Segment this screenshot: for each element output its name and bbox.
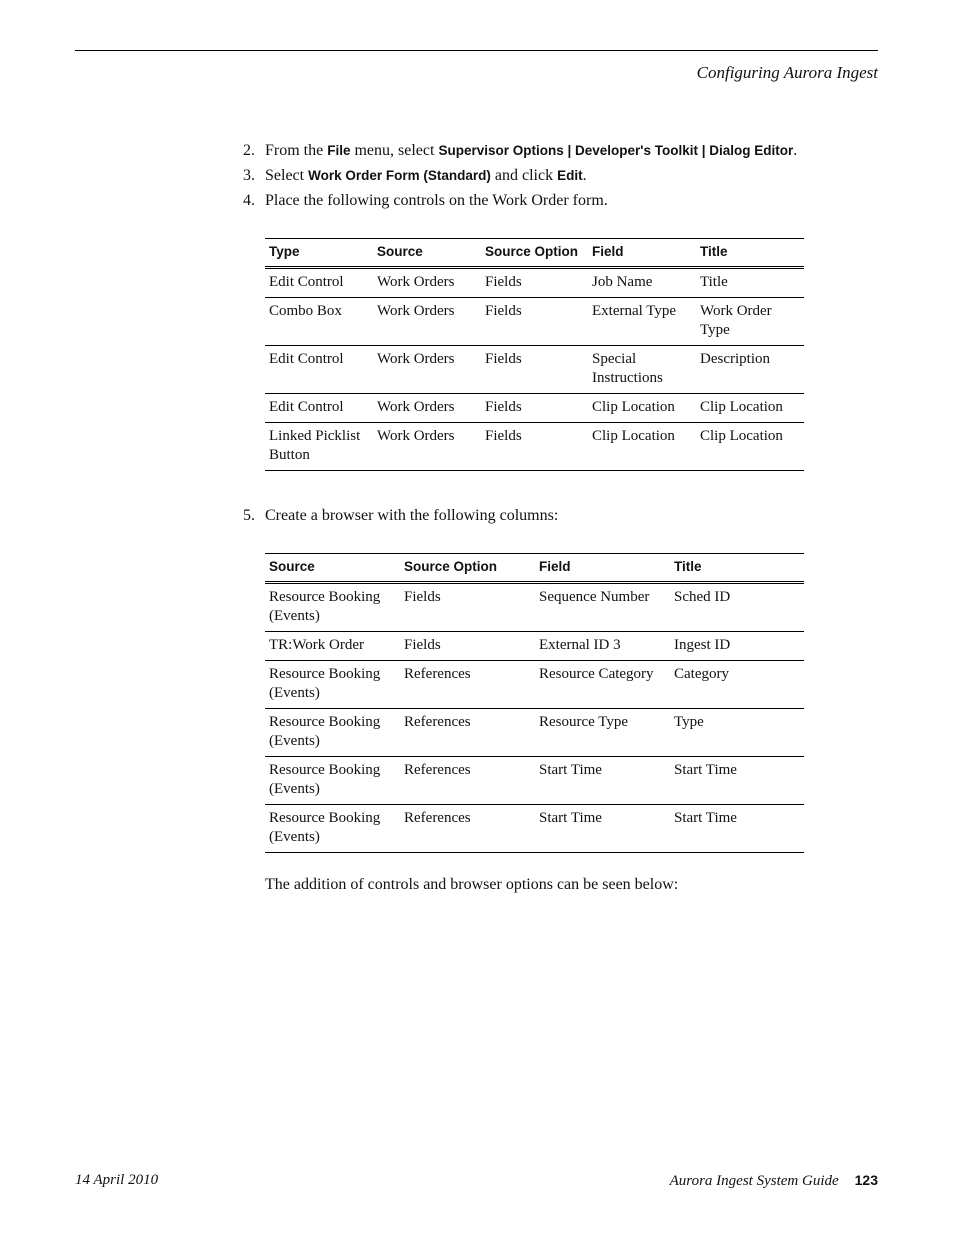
instruction-step-5 xyxy=(243,507,558,532)
table-cell: Job Name xyxy=(588,268,696,298)
step-text: Select xyxy=(265,167,309,184)
table-cell: Category xyxy=(670,661,804,709)
table-cell: Resource Booking (Events) xyxy=(265,805,400,853)
table-row xyxy=(265,632,804,661)
table-cell: References xyxy=(400,805,535,853)
table-cell: Start Time xyxy=(670,757,804,805)
step-text: Create a browser with the following columns: xyxy=(265,507,559,524)
table-cell: Description xyxy=(696,346,804,394)
ui-command-text: Supervisor Options | Developer's Toolkit | Dialog Editor xyxy=(438,143,794,158)
table-cell: References xyxy=(400,709,535,757)
table-cell: Work Orders xyxy=(373,346,481,394)
table-cell: Clip Location xyxy=(696,423,804,471)
table-cell: Resource Booking (Events) xyxy=(265,709,400,757)
table-row xyxy=(265,394,804,423)
step-number: 3. xyxy=(243,167,255,184)
table-cell: External Type xyxy=(588,298,696,346)
table-cell: Special Instructions xyxy=(588,346,696,394)
table-cell: Work Order Type xyxy=(696,298,804,346)
ui-command-text: File xyxy=(327,143,351,158)
table-cell: Resource Category xyxy=(535,661,670,709)
table-cell: Fields xyxy=(481,394,588,423)
table-cell: Clip Location xyxy=(588,423,696,471)
ui-command-text: Work Order Form (Standard) xyxy=(308,168,491,183)
table-cell: Linked Picklist Button xyxy=(265,423,373,471)
table-cell: Resource Booking (Events) xyxy=(265,757,400,805)
table-cell: Work Orders xyxy=(373,394,481,423)
table-cell: Edit Control xyxy=(265,394,373,423)
controls-table xyxy=(265,238,804,471)
step-text: . xyxy=(793,142,798,159)
table-cell: References xyxy=(400,757,535,805)
running-title: Configuring Aurora Ingest xyxy=(696,63,878,82)
column-header: Source xyxy=(377,244,423,259)
table-cell: Clip Location xyxy=(588,394,696,423)
table-cell: Work Orders xyxy=(373,298,481,346)
column-header: Source Option xyxy=(404,559,498,574)
table-cell: Resource Booking (Events) xyxy=(265,661,400,709)
table-row xyxy=(265,661,804,709)
table-cell: Fields xyxy=(400,583,535,632)
column-header: Field xyxy=(539,559,571,574)
table-cell: Clip Location xyxy=(696,394,804,423)
step-number: 2. xyxy=(243,142,255,159)
table-cell: Fields xyxy=(481,423,588,471)
closing-paragraph: The addition of controls and browser options can be seen below: xyxy=(265,876,679,893)
step-text: From the xyxy=(265,142,328,159)
footer-guide-title: Aurora Ingest System Guide xyxy=(669,1173,839,1189)
table-cell: Sched ID xyxy=(670,583,804,632)
step-number: 4. xyxy=(243,192,255,209)
table-cell: TR:Work Order xyxy=(265,632,400,661)
table-row xyxy=(265,268,804,298)
table-cell: Work Orders xyxy=(373,268,481,298)
table-cell: Fields xyxy=(481,346,588,394)
step-number: 5. xyxy=(243,507,255,524)
footer-date: 14 April 2010 xyxy=(75,1172,159,1188)
header-rule xyxy=(75,50,878,51)
browser-table-header xyxy=(265,554,804,583)
controls-table-header xyxy=(265,239,804,268)
column-header: Title xyxy=(700,244,728,259)
footer-right xyxy=(670,1172,878,1190)
step-text: Place the following controls on the Work Order form. xyxy=(265,192,608,209)
table-row xyxy=(265,583,804,632)
column-header: Source Option xyxy=(485,244,579,259)
table-cell: Fields xyxy=(400,632,535,661)
table-cell: Fields xyxy=(481,298,588,346)
instruction-steps xyxy=(243,142,797,217)
table-cell: Start Time xyxy=(535,757,670,805)
table-cell: Fields xyxy=(481,268,588,298)
column-header: Type xyxy=(269,244,300,259)
column-header: Title xyxy=(674,559,702,574)
step-text: menu, select xyxy=(350,142,439,159)
table-cell: Title xyxy=(696,268,804,298)
step-item xyxy=(243,167,797,192)
table-cell: Resource Booking (Events) xyxy=(265,583,400,632)
table-row xyxy=(265,346,804,394)
table-cell: Resource Type xyxy=(535,709,670,757)
browser-columns-table xyxy=(265,553,804,853)
step-item xyxy=(243,142,797,167)
step-text: . xyxy=(582,167,587,184)
column-header: Source xyxy=(269,559,315,574)
table-row xyxy=(265,709,804,757)
page-number: 123 xyxy=(854,1172,878,1188)
table-cell: Work Orders xyxy=(373,423,481,471)
table-cell: Combo Box xyxy=(265,298,373,346)
table-cell: Edit Control xyxy=(265,268,373,298)
column-header: Field xyxy=(592,244,624,259)
table-cell: Edit Control xyxy=(265,346,373,394)
table-cell: Start Time xyxy=(535,805,670,853)
step-item xyxy=(243,192,797,217)
table-cell: Start Time xyxy=(670,805,804,853)
table-cell: Type xyxy=(670,709,804,757)
table-row xyxy=(265,757,804,805)
table-cell: Sequence Number xyxy=(535,583,670,632)
ui-command-text: Edit xyxy=(557,168,583,183)
table-cell: External ID 3 xyxy=(535,632,670,661)
step-text: and click xyxy=(490,167,558,184)
table-row xyxy=(265,805,804,853)
table-row xyxy=(265,298,804,346)
table-row xyxy=(265,423,804,471)
table-cell: Ingest ID xyxy=(670,632,804,661)
table-cell: References xyxy=(400,661,535,709)
step-item xyxy=(243,507,558,532)
